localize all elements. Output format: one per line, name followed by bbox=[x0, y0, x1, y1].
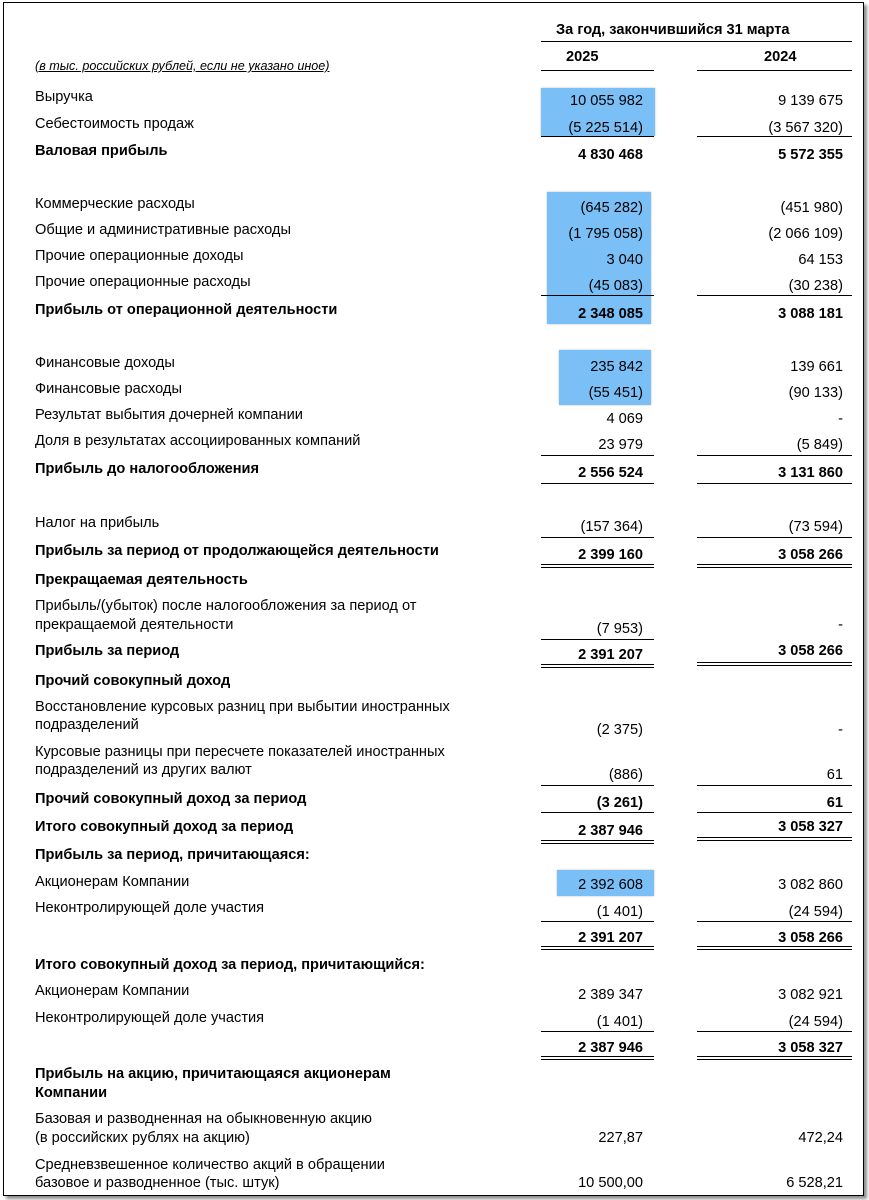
row-other-exp-2025: (45 083) bbox=[588, 278, 643, 294]
row-other-exp-label: Прочие операционные расходы bbox=[35, 274, 251, 290]
row-admin-2025: (1 795 058) bbox=[568, 226, 643, 242]
row-other-income-label: Прочие операционные доходы bbox=[35, 248, 244, 264]
rule bbox=[697, 295, 852, 296]
row-eps-label-1: Базовая и разводненная на обыкновенную акцию bbox=[35, 1111, 372, 1127]
rule bbox=[697, 1031, 852, 1032]
row-pbt-2025: 2 556 524 bbox=[578, 465, 643, 481]
row-gross-2024: 5 572 355 bbox=[778, 147, 843, 163]
rule bbox=[541, 949, 654, 950]
rule bbox=[541, 946, 654, 947]
row-profit-attr-total-2025: 2 391 207 bbox=[578, 930, 643, 946]
row-tax-label: Налог на прибыль bbox=[35, 515, 160, 531]
row-revenue-2024: 9 139 675 bbox=[778, 93, 843, 109]
rule bbox=[697, 840, 852, 841]
rule bbox=[697, 136, 852, 137]
year-2024-header: 2024 bbox=[764, 49, 797, 65]
rule bbox=[541, 567, 654, 568]
rule bbox=[541, 840, 654, 841]
row-profit-nci-label: Неконтролирующей доле участия bbox=[35, 900, 265, 916]
row-other-exp-2024: (30 238) bbox=[788, 278, 843, 294]
rule bbox=[541, 295, 654, 296]
row-revenue-label: Выручка bbox=[35, 89, 93, 105]
row-fin-exp-label: Финансовые расходы bbox=[35, 381, 182, 397]
row-profit-nci-2025: (1 401) bbox=[596, 904, 643, 920]
row-ci-owners-2024: 3 082 921 bbox=[778, 987, 843, 1003]
row-oci-total-2025: (3 261) bbox=[596, 795, 643, 811]
row-disposal-2024: - bbox=[838, 411, 843, 427]
row-other-income-2024: 64 153 bbox=[798, 252, 843, 268]
rule bbox=[697, 483, 852, 484]
row-disposal-label: Результат выбытия дочерней компании bbox=[35, 407, 303, 423]
row-operating-2024: 3 088 181 bbox=[778, 306, 843, 322]
row-cost-label: Себестоимость продаж bbox=[35, 116, 194, 132]
rule bbox=[541, 921, 654, 922]
row-other-income-2025: 3 040 bbox=[606, 252, 643, 268]
rule bbox=[541, 564, 654, 565]
row-eps-2025: 227,87 bbox=[598, 1130, 643, 1146]
rule bbox=[697, 665, 852, 666]
row-cost-2024: (3 567 320) bbox=[768, 120, 843, 136]
rule bbox=[697, 949, 852, 950]
rule bbox=[697, 1059, 852, 1060]
row-selling-label: Коммерческие расходы bbox=[35, 196, 195, 212]
row-oci-total-2024: 61 bbox=[826, 795, 843, 811]
row-ci-nci-label: Неконтролирующей доле участия bbox=[35, 1010, 265, 1026]
row-fx-recycle-2024: - bbox=[838, 722, 843, 738]
rule bbox=[697, 812, 852, 813]
row-operating-2025: 2 348 085 bbox=[578, 306, 643, 322]
rule bbox=[697, 455, 852, 456]
row-continuing-label: Прибыль за период от продолжающейся деятельности bbox=[35, 543, 439, 559]
row-eps-label-2: (в российских рублях на акцию) bbox=[35, 1130, 250, 1146]
row-cost-2025: (5 225 514) bbox=[568, 120, 643, 136]
row-gross-label: Валовая прибыль bbox=[35, 143, 168, 159]
row-fx-translation-2024: 61 bbox=[826, 767, 843, 783]
row-total-ci-label: Итого совокупный доход за период bbox=[35, 819, 294, 835]
row-fx-recycle-label-2: подразделений bbox=[35, 717, 139, 733]
row-profit-attr-total-2024: 3 058 266 bbox=[778, 930, 843, 946]
row-fin-income-label: Финансовые доходы bbox=[35, 355, 175, 371]
row-profit-period-2024: 3 058 266 bbox=[778, 643, 843, 659]
rule bbox=[541, 483, 654, 484]
row-shares-2025: 10 500,00 bbox=[578, 1175, 643, 1191]
rule bbox=[697, 1056, 852, 1057]
row-continuing-2025: 2 399 160 bbox=[578, 547, 643, 563]
row-ci-nci-2025: (1 401) bbox=[596, 1014, 643, 1030]
row-disposal-2025: 4 069 bbox=[606, 411, 643, 427]
row-continuing-2024: 3 058 266 bbox=[778, 547, 843, 563]
row-shares-2024: 6 528,21 bbox=[786, 1175, 843, 1191]
row-revenue-2025: 10 055 982 bbox=[569, 93, 643, 109]
period-title: За год, закончившийся 31 марта bbox=[556, 22, 790, 38]
rule bbox=[697, 946, 852, 947]
row-ci-attr-total-2025: 2 387 946 bbox=[578, 1040, 643, 1056]
row-ci-owners-2025: 2 389 347 bbox=[578, 987, 643, 1003]
rule bbox=[541, 667, 654, 668]
row-total-ci-2024: 3 058 327 bbox=[778, 819, 843, 835]
row-pbt-label: Прибыль до налогообложения bbox=[35, 461, 260, 477]
rule bbox=[541, 136, 654, 137]
rule bbox=[541, 812, 654, 813]
row-discontinued-label-2: прекращаемой деятельности bbox=[35, 617, 234, 633]
row-operating-label: Прибыль от операционной деятельности bbox=[35, 302, 338, 318]
rule bbox=[541, 455, 654, 456]
row-profit-nci-2024: (24 594) bbox=[788, 904, 843, 920]
row-fin-exp-2024: (90 133) bbox=[788, 385, 843, 401]
row-tax-2024: (73 594) bbox=[788, 519, 843, 535]
rule bbox=[697, 564, 852, 565]
row-profit-owners-2024: 3 082 860 bbox=[778, 877, 843, 893]
rule bbox=[697, 567, 852, 568]
rule bbox=[697, 785, 852, 786]
row-gross-2025: 4 830 468 bbox=[578, 147, 643, 163]
row-shares-label-2: базовое и разводненное (тыс. штук) bbox=[35, 1175, 280, 1191]
period-title-rule bbox=[541, 41, 852, 42]
row-profit-owners-label: Акционерам Компании bbox=[35, 874, 190, 890]
row-discontinued-2024: - bbox=[838, 617, 843, 633]
row-admin-2024: (2 066 109) bbox=[768, 226, 843, 242]
row-total-ci-2025: 2 387 946 bbox=[578, 823, 643, 839]
rule bbox=[541, 537, 654, 538]
row-fx-translation-label-1: Курсовые разницы при пересчете показателей иностранных bbox=[35, 744, 445, 760]
rule bbox=[697, 537, 852, 538]
year-2024-rule bbox=[697, 70, 852, 71]
row-ci-attr-total-2024: 3 058 327 bbox=[778, 1040, 843, 1056]
row-profit-period-label: Прибыль за период bbox=[35, 643, 180, 659]
ci-attr-title: Итого совокупный доход за период, причитающийся: bbox=[35, 957, 425, 973]
row-pbt-2024: 3 131 860 bbox=[778, 465, 843, 481]
row-fx-recycle-2025: (2 375) bbox=[596, 722, 643, 738]
row-associates-label: Доля в результатах ассоциированных компаний bbox=[35, 433, 361, 449]
row-discontinued-2025: (7 953) bbox=[596, 621, 643, 637]
rule bbox=[541, 785, 654, 786]
profit-attr-title: Прибыль за период, причитающаяся: bbox=[35, 847, 310, 863]
row-ci-nci-2024: (24 594) bbox=[788, 1014, 843, 1030]
rule bbox=[541, 843, 654, 844]
row-selling-2025: (645 282) bbox=[580, 200, 643, 216]
row-associates-2024: (5 849) bbox=[796, 437, 843, 453]
row-admin-label: Общие и административные расходы bbox=[35, 222, 291, 238]
oci-title: Прочий совокупный доход bbox=[35, 673, 231, 689]
row-profit-period-2025: 2 391 207 bbox=[578, 647, 643, 663]
eps-title-1: Прибыль на акцию, причитающаяся акционерам bbox=[35, 1066, 391, 1082]
row-shares-label-1: Средневзвешенное количество акций в обращении bbox=[35, 1157, 385, 1173]
row-profit-owners-2025: 2 392 608 bbox=[578, 877, 643, 893]
row-discontinued-label-1: Прибыль/(убыток) после налогообложения за период от bbox=[35, 598, 417, 614]
row-fin-income-2025: 235 842 bbox=[590, 359, 643, 375]
rule bbox=[541, 1056, 654, 1057]
row-associates-2025: 23 979 bbox=[598, 437, 643, 453]
row-tax-2025: (157 364) bbox=[580, 519, 643, 535]
row-fx-translation-label-2: подразделений из других валют bbox=[35, 762, 252, 778]
row-fx-translation-2025: (886) bbox=[608, 767, 643, 783]
rule bbox=[541, 639, 654, 640]
row-ci-owners-label: Акционерам Компании bbox=[35, 983, 190, 999]
row-fx-recycle-label-1: Восстановление курсовых разниц при выбытии иностранных bbox=[35, 699, 450, 715]
rule bbox=[541, 664, 654, 665]
row-fin-exp-2025: (55 451) bbox=[588, 385, 643, 401]
units-note: (в тыс. российских рублей, если не указано иное) bbox=[35, 59, 330, 73]
row-fin-income-2024: 139 661 bbox=[790, 359, 843, 375]
rule bbox=[541, 1059, 654, 1060]
rule bbox=[697, 837, 852, 838]
year-2025-rule bbox=[541, 70, 654, 71]
row-selling-2024: (451 980) bbox=[780, 200, 843, 216]
discontinued-title: Прекращаемая деятельность bbox=[35, 572, 248, 588]
rule bbox=[697, 662, 852, 663]
eps-title-2: Компании bbox=[35, 1085, 108, 1101]
year-2025-header: 2025 bbox=[566, 49, 599, 65]
row-eps-2024: 472,24 bbox=[798, 1130, 843, 1146]
rule bbox=[697, 921, 852, 922]
rule bbox=[541, 1031, 654, 1032]
row-oci-total-label: Прочий совокупный доход за период bbox=[35, 791, 307, 807]
